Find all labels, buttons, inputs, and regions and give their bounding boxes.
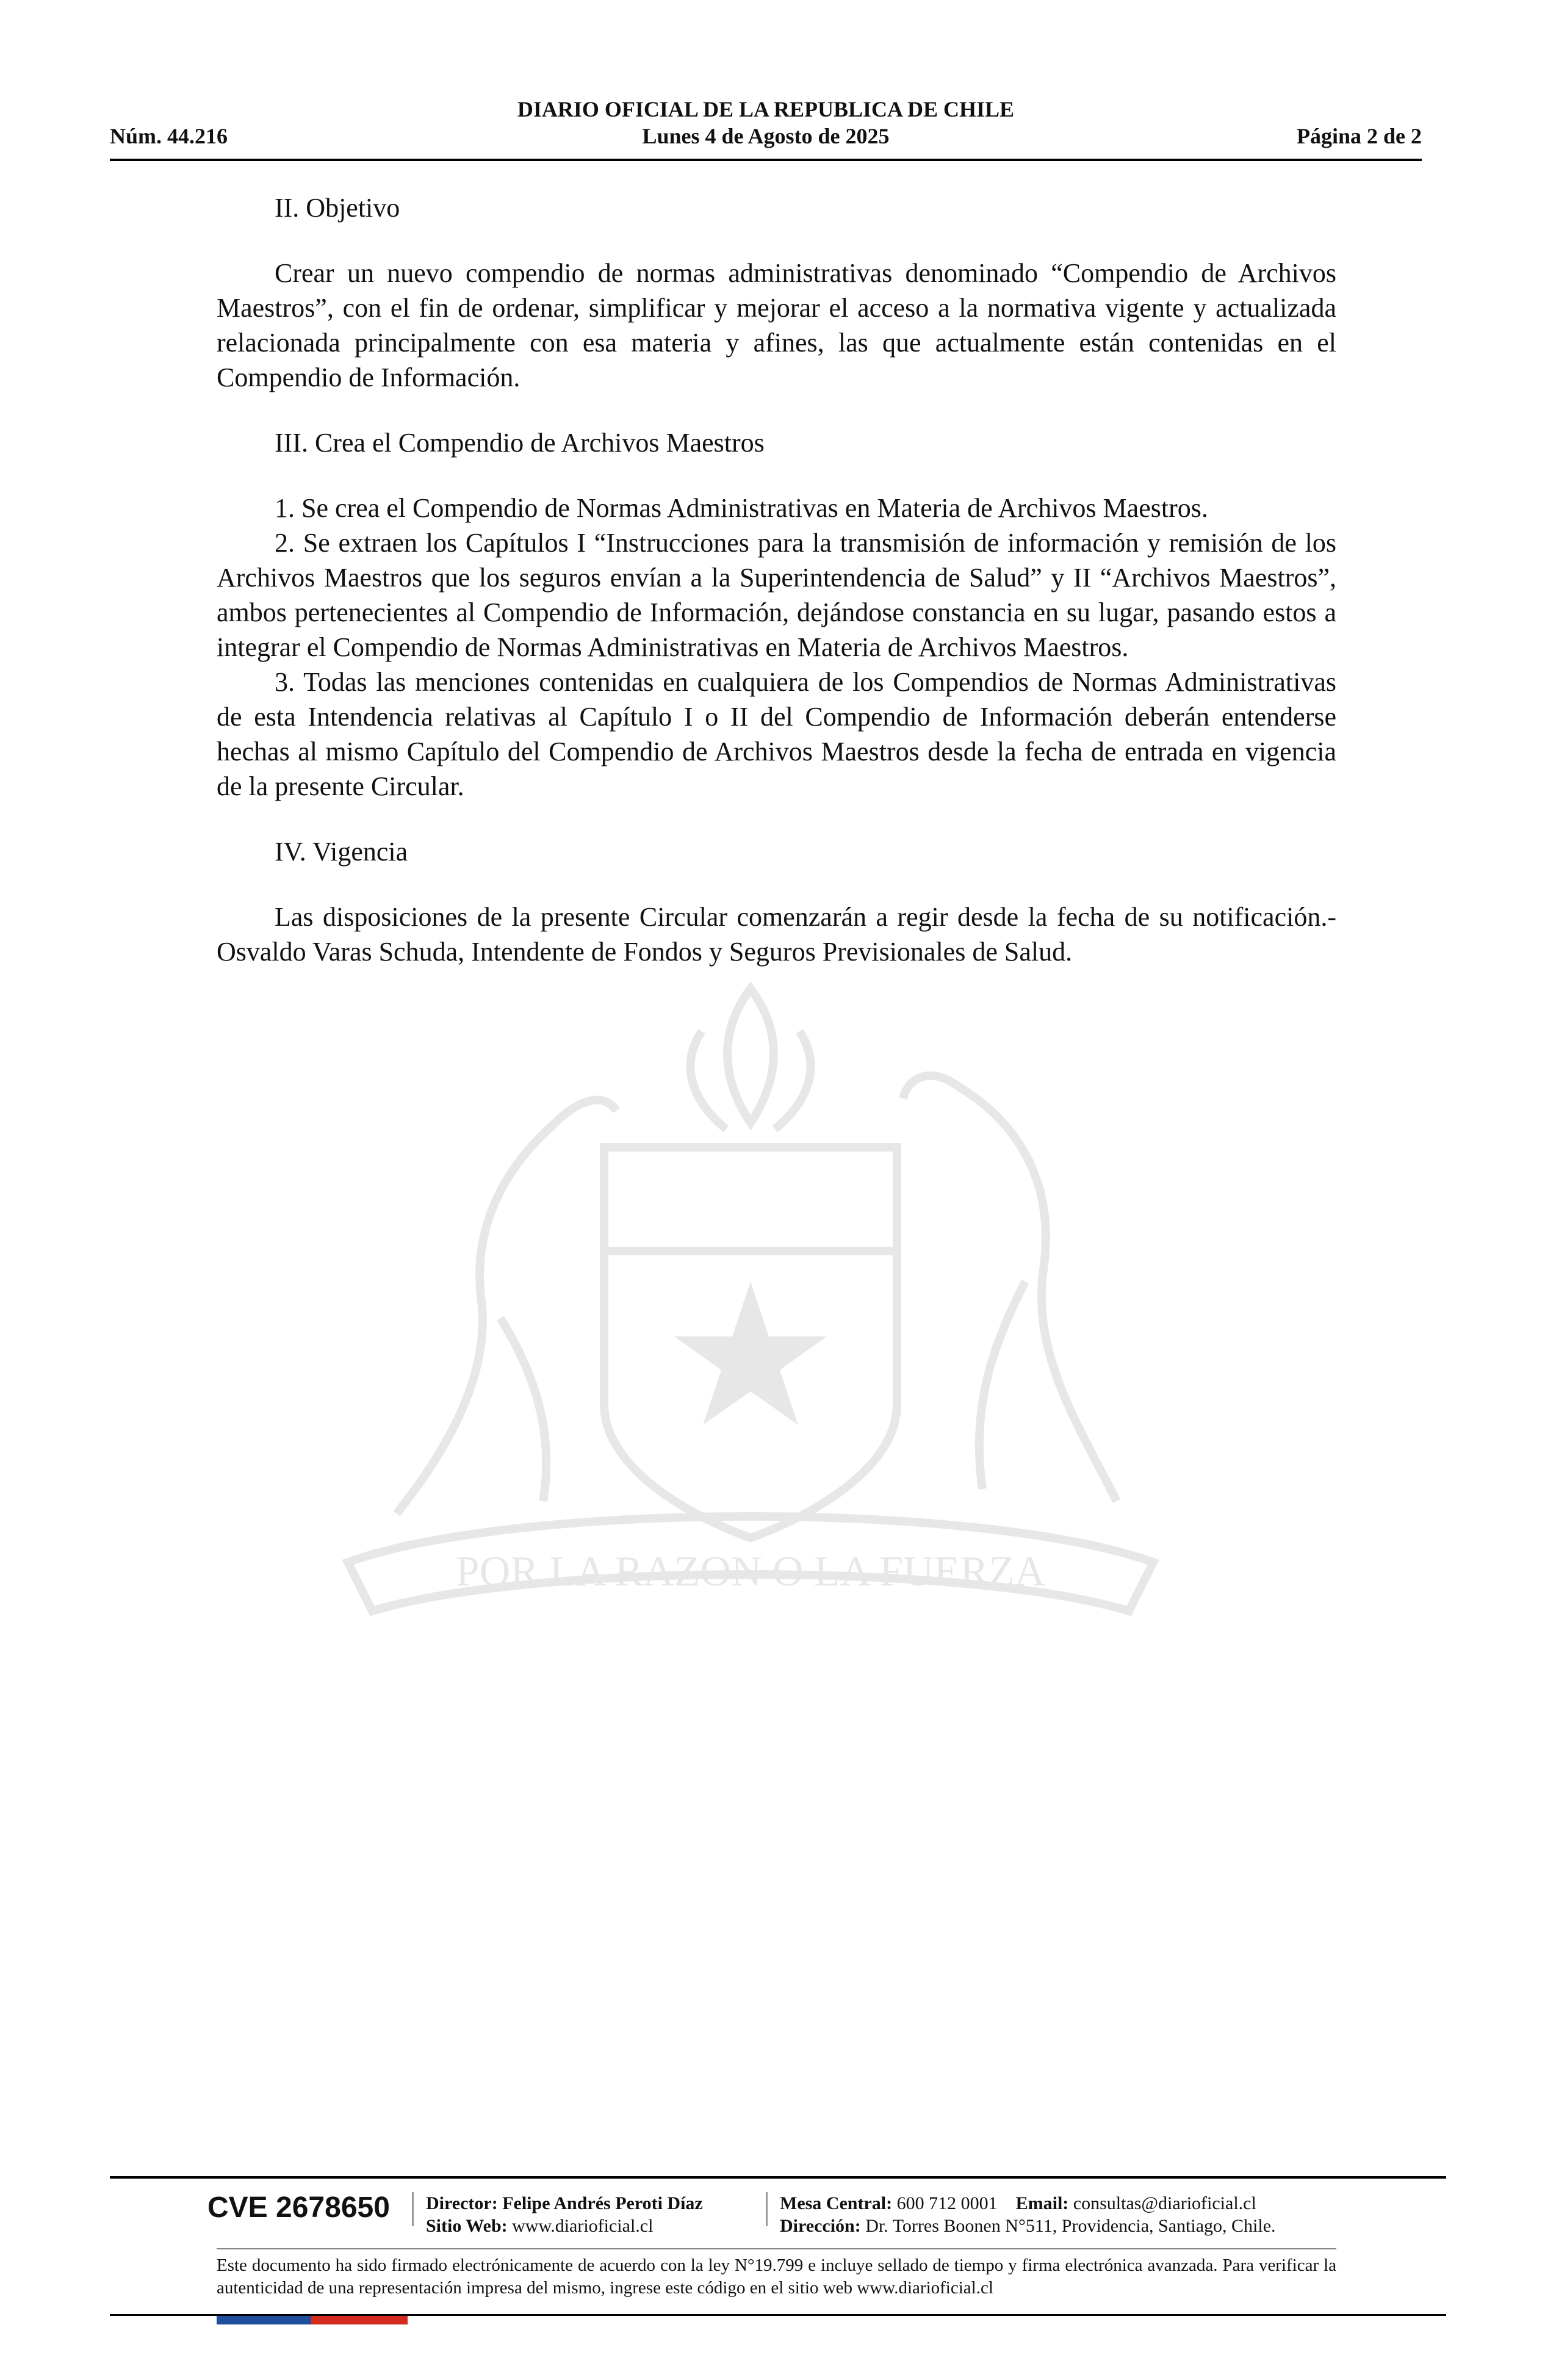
newspaper-title: DIARIO OFICIAL DE LA REPUBLICA DE CHILE (517, 97, 1015, 121)
section-3-heading: III. Crea el Compendio de Archivos Maestros (275, 428, 765, 458)
issue-number: Núm. 44.216 (110, 124, 228, 148)
star-icon (674, 1282, 827, 1425)
footer-separator (766, 2192, 768, 2226)
section-4-heading: IV. Vigencia (275, 837, 408, 867)
footer-separator (412, 2192, 414, 2226)
legal-notice: Este documento ha sido firmado electrónicamente de acuerdo con la ley N°19.799 e incluye sellado de tiempo y firma electrónica avanzada. Para verificar la autenticidad de una representación impresa del mismo, ingrese este código en el sitio web www.diarioficial.cl (217, 2256, 1336, 2298)
cve-code: CVE 2678650 (207, 2191, 390, 2224)
flag-stripe-red (311, 2316, 408, 2324)
page-header (110, 92, 1422, 161)
issue-date: Lunes 4 de Agosto de 2025 (642, 124, 890, 148)
address-label: Dirección: (780, 2216, 861, 2236)
section-2-paragraph: Crear un nuevo compendio de normas administrativas denominado “Compendio de Archivos Maestros”, con el fin de ordenar, simplificar y mejorar el acceso a la normativa vigente y actualizada relacionada principalmente con esa materia y afines, las que actualmente están contenidas en el Compendio de Información. (217, 258, 1336, 392)
address-value: Dr. Torres Boonen N°511, Providencia, Santiago, Chile. (865, 2216, 1276, 2236)
footer-director-block (426, 2192, 703, 2237)
coat-of-arms-motto: POR LA RAZON O LA FUERZA (455, 1548, 1046, 1595)
section-3-item-2: 2. Se extraen los Capítulos I “Instrucciones para la transmisión de información y remisión de los Archivos Maestros que los seguros envían a la Superintendencia de Salud” y II “Archivos Maestros”, ambos pertenecientes al Compendio de Información, dejándose constancia en su lugar, pasando estos a integrar el Compendio de Normas Administrativas en Materia de Archivos Maestros. (217, 528, 1336, 662)
mesa-label: Mesa Central: (780, 2193, 893, 2213)
chile-coat-of-arms-icon (214, 964, 1288, 1666)
footer-divider-middle (217, 2248, 1336, 2249)
email-link[interactable]: consultas@diarioficial.cl (1073, 2193, 1256, 2213)
document-body (217, 190, 1336, 969)
section-3-item-1: 1. Se crea el Compendio de Normas Administrativas en Materia de Archivos Maestros. (275, 493, 1208, 523)
section-2-heading: II. Objetivo (275, 193, 400, 223)
flag-stripe-blue (217, 2316, 311, 2324)
section-4-paragraph: Las disposiciones de la presente Circular comenzarán a regir desde la fecha de su notificación.- Osvaldo Varas Schuda, Intendente de Fondos y Seguros Previsionales de Salud. (217, 902, 1336, 967)
email-label: Email: (1015, 2193, 1069, 2213)
footer-divider-top (110, 2176, 1446, 2179)
section-3-item-3: 3. Todas las menciones contenidas en cualquiera de los Compendios de Normas Administrativas de esta Intendencia relativas al Capítulo I o II del Compendio de Información deberán entenderse hechas al mismo Capítulo del Compendio de Archivos Maestros desde la fecha de entrada en vigencia de la presente Circular. (217, 667, 1336, 801)
director-label: Director: Felipe Andrés Peroti Díaz (426, 2193, 703, 2213)
web-label: Sitio Web: (426, 2216, 508, 2236)
web-link[interactable]: www.diarioficial.cl (512, 2216, 654, 2236)
page-number: Página 2 de 2 (1296, 124, 1422, 148)
mesa-phone: 600 712 0001 (896, 2193, 998, 2213)
footer-contact-block (780, 2192, 1276, 2237)
